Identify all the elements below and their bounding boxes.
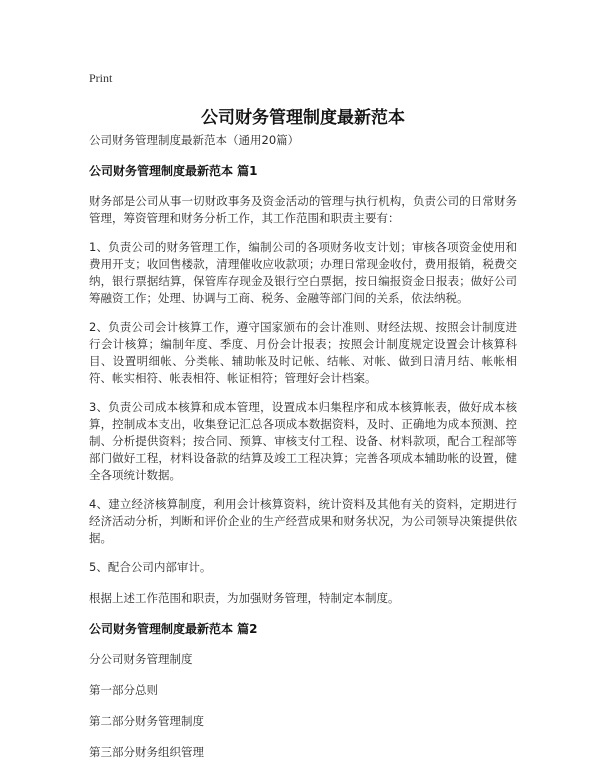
page-title: 公司财务管理制度最新范本 — [201, 108, 405, 128]
section1-item-4: 4、建立经济核算制度，利用会计核算资料，统计资料及其他有关的资料，定期进行经济活动分析，判断和评价企业的生产经营成果和财务状况，为公司领导决策提供依据。 — [89, 497, 517, 545]
section2-line-4: 第三部分财务组织管理 — [89, 745, 204, 759]
section2-line-3: 第二部分财务管理制度 — [89, 714, 204, 728]
subtitle: 公司财务管理制度最新范本（通用20篇） — [89, 133, 300, 147]
section2-line-2: 第一部分总则 — [89, 683, 158, 697]
document-body — [89, 132, 517, 775]
section1-intro: 财务部是公司从事一切财政事务及资金活动的管理与执行机构，负责公司的日常财务管理，筹资管理和财务分析工作，其工作范围和职责主要有： — [89, 194, 517, 225]
section-heading-1: 公司财务管理制度最新范本 篇1 — [89, 164, 258, 178]
section1-item-3: 3、负责公司成本核算和成本管理，设置成本归集程序和成本核算帐表，做好成本核算，控制成本支出，收集登记汇总各项成本数据资料，及时、正确地为成本预测、控制、分析提供资料；按合同、预算、审核支付工程、设备、材料款项，配合工程部等部门做好工程，材料设备款的结算及竣工工程决算；完善各项成本辅助帐的设置，健全各项统计数据。 — [89, 400, 517, 482]
section-heading-2: 公司财务管理制度最新范本 篇2 — [89, 622, 258, 636]
section1-item-2: 2、负责公司会计核算工作，遵守国家颁布的会计准则、财经法规、按照会计制度进行会计核算；编制年度、季度、月份会计报表；按照会计制度规定设置会计核算科目、设置明细帐、分类帐、辅助帐及时记帐、结帐、对帐、做到日清月结、帐帐相符、帐实相符、帐表相符、帐证相符；管理好会计档案。 — [89, 320, 517, 385]
section2-line-1: 分公司财务管理制度 — [89, 652, 193, 666]
section1-item-1: 1、负责公司的财务管理工作，编制公司的各项财务收支计划；审核各项资金使用和费用开支；收回售楼款，清理催收应收款项；办理日常现金收付，费用报销，税费交纳，银行票据结算，保管库存现金及银行空白票据，按日编报资金日报表；做好公司筹融资工作；处理、协调与工商、税务、金融等部门间的关系，依法纳税。 — [89, 240, 517, 305]
print-label[interactable]: Print — [89, 71, 113, 85]
section1-item-5: 5、配合公司内部审计。 — [89, 560, 212, 574]
section1-closing: 根据上述工作范围和职责，为加强财务管理，特制定本制度。 — [89, 591, 400, 605]
